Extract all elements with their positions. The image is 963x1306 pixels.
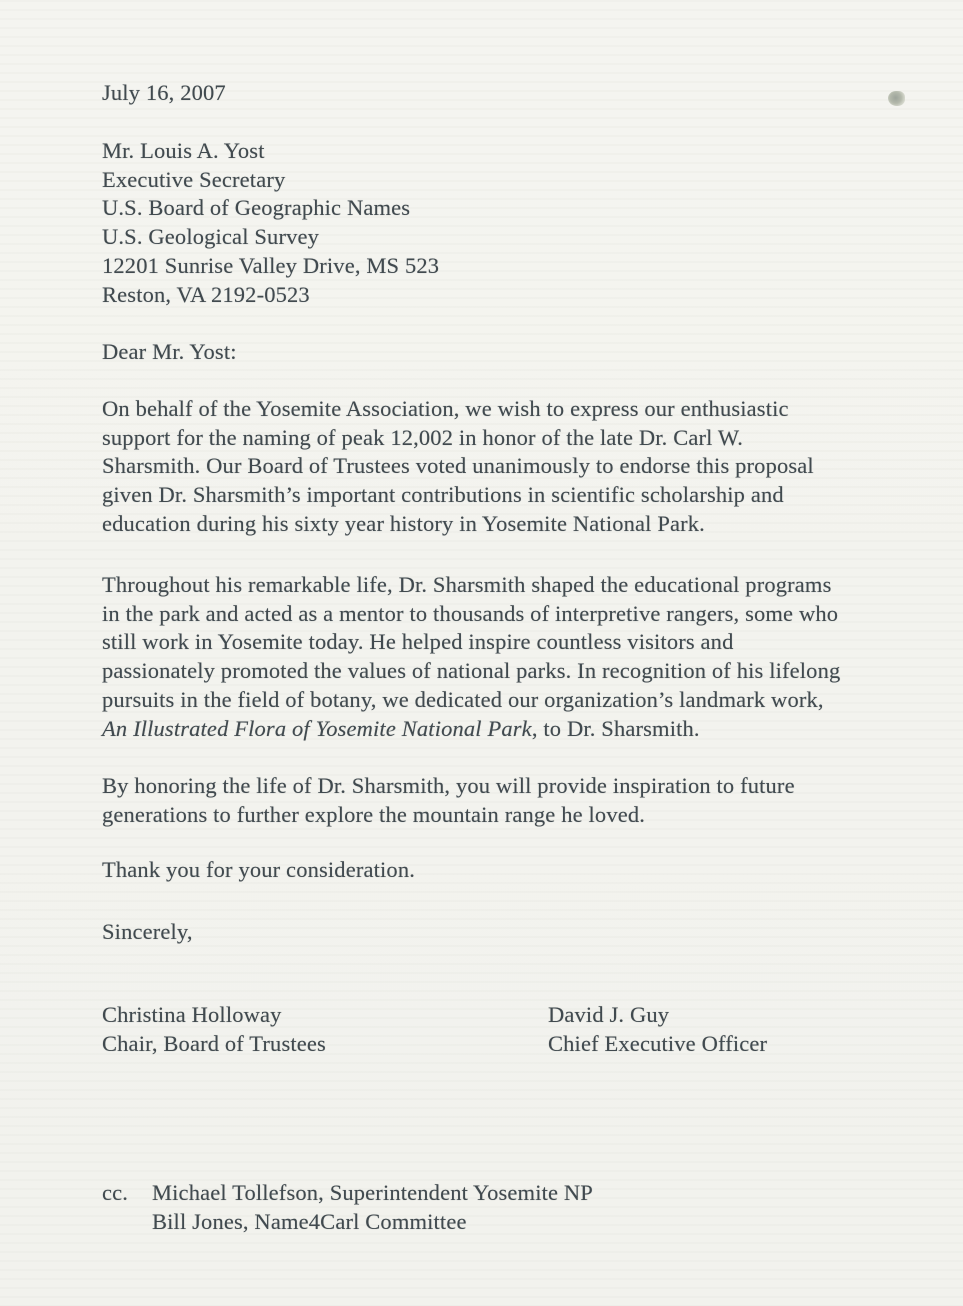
- body-line-with-book-title: [102, 715, 840, 744]
- body-line: in the park and acted as a mentor to thousands of interpretive rangers, some who: [102, 600, 839, 626]
- body-line: support for the naming of peak 12,002 in honor of the late Dr. Carl W.: [102, 424, 744, 450]
- signer-title: Chair, Board of Trustees: [102, 1030, 326, 1056]
- body-line: education during his sixty year history in Yosemite National Park.: [102, 510, 705, 536]
- cc-entry: Michael Tollefson, Superintendent Yosemite NP: [152, 1180, 593, 1205]
- signer-name: David J. Guy: [548, 1002, 670, 1027]
- recipient-street: 12201 Sunrise Valley Drive, MS 523: [102, 252, 440, 278]
- body-paragraph-3: [102, 772, 795, 829]
- recipient-org: U.S. Board of Geographic Names: [102, 195, 411, 221]
- recipient-address-block: [102, 137, 439, 309]
- body-line: still work in Yosemite today. He helped inspire countless visitors and: [102, 629, 734, 655]
- salutation: Dear Mr. Yost:: [102, 339, 237, 364]
- recipient-agency: U.S. Geological Survey: [102, 224, 320, 250]
- body-line: Throughout his remarkable life, Dr. Sharsmith shaped the educational programs: [102, 572, 832, 597]
- signature-chair: [102, 1001, 326, 1058]
- letter-date: July 16, 2007: [102, 80, 226, 105]
- recipient-title: Executive Secretary: [102, 166, 286, 192]
- recipient-city: Reston, VA 2192-0523: [102, 281, 310, 307]
- book-title-italic: An Illustrated Flora of Yosemite National Park: [102, 715, 532, 741]
- body-line-tail: , to Dr. Sharsmith.: [531, 715, 700, 741]
- body-paragraph-1: [102, 395, 814, 539]
- body-line: generations to further explore the mountain range he loved.: [102, 801, 646, 827]
- signer-title: Chief Executive Officer: [548, 1030, 768, 1056]
- signature-ceo: [548, 1001, 767, 1058]
- cc-block: [102, 1179, 593, 1236]
- closing-line: Sincerely,: [102, 919, 193, 944]
- recipient-name: Mr. Louis A. Yost: [102, 138, 265, 163]
- cc-entry: Bill Jones, Name4Carl Committee: [152, 1208, 467, 1234]
- body-line: passionately promoted the values of national parks. In recognition of his lifelong: [102, 658, 841, 684]
- signer-name: Christina Holloway: [102, 1002, 282, 1027]
- body-line: given Dr. Sharsmith’s important contributions in scientific scholarship and: [102, 482, 784, 508]
- body-line: Sharsmith. Our Board of Trustees voted unanimously to endorse this proposal: [102, 453, 814, 479]
- body-line: pursuits in the field of botany, we dedicated our organization’s landmark work,: [102, 686, 824, 712]
- scan-artifact-speck: [888, 91, 905, 106]
- body-line: By honoring the life of Dr. Sharsmith, you will provide inspiration to future: [102, 773, 795, 798]
- cc-entries: [152, 1179, 593, 1236]
- thanks-line: Thank you for your consideration.: [102, 857, 415, 882]
- body-line: On behalf of the Yosemite Association, we wish to express our enthusiastic: [102, 396, 789, 421]
- body-paragraph-2: [102, 571, 840, 743]
- cc-label: cc.: [102, 1180, 129, 1205]
